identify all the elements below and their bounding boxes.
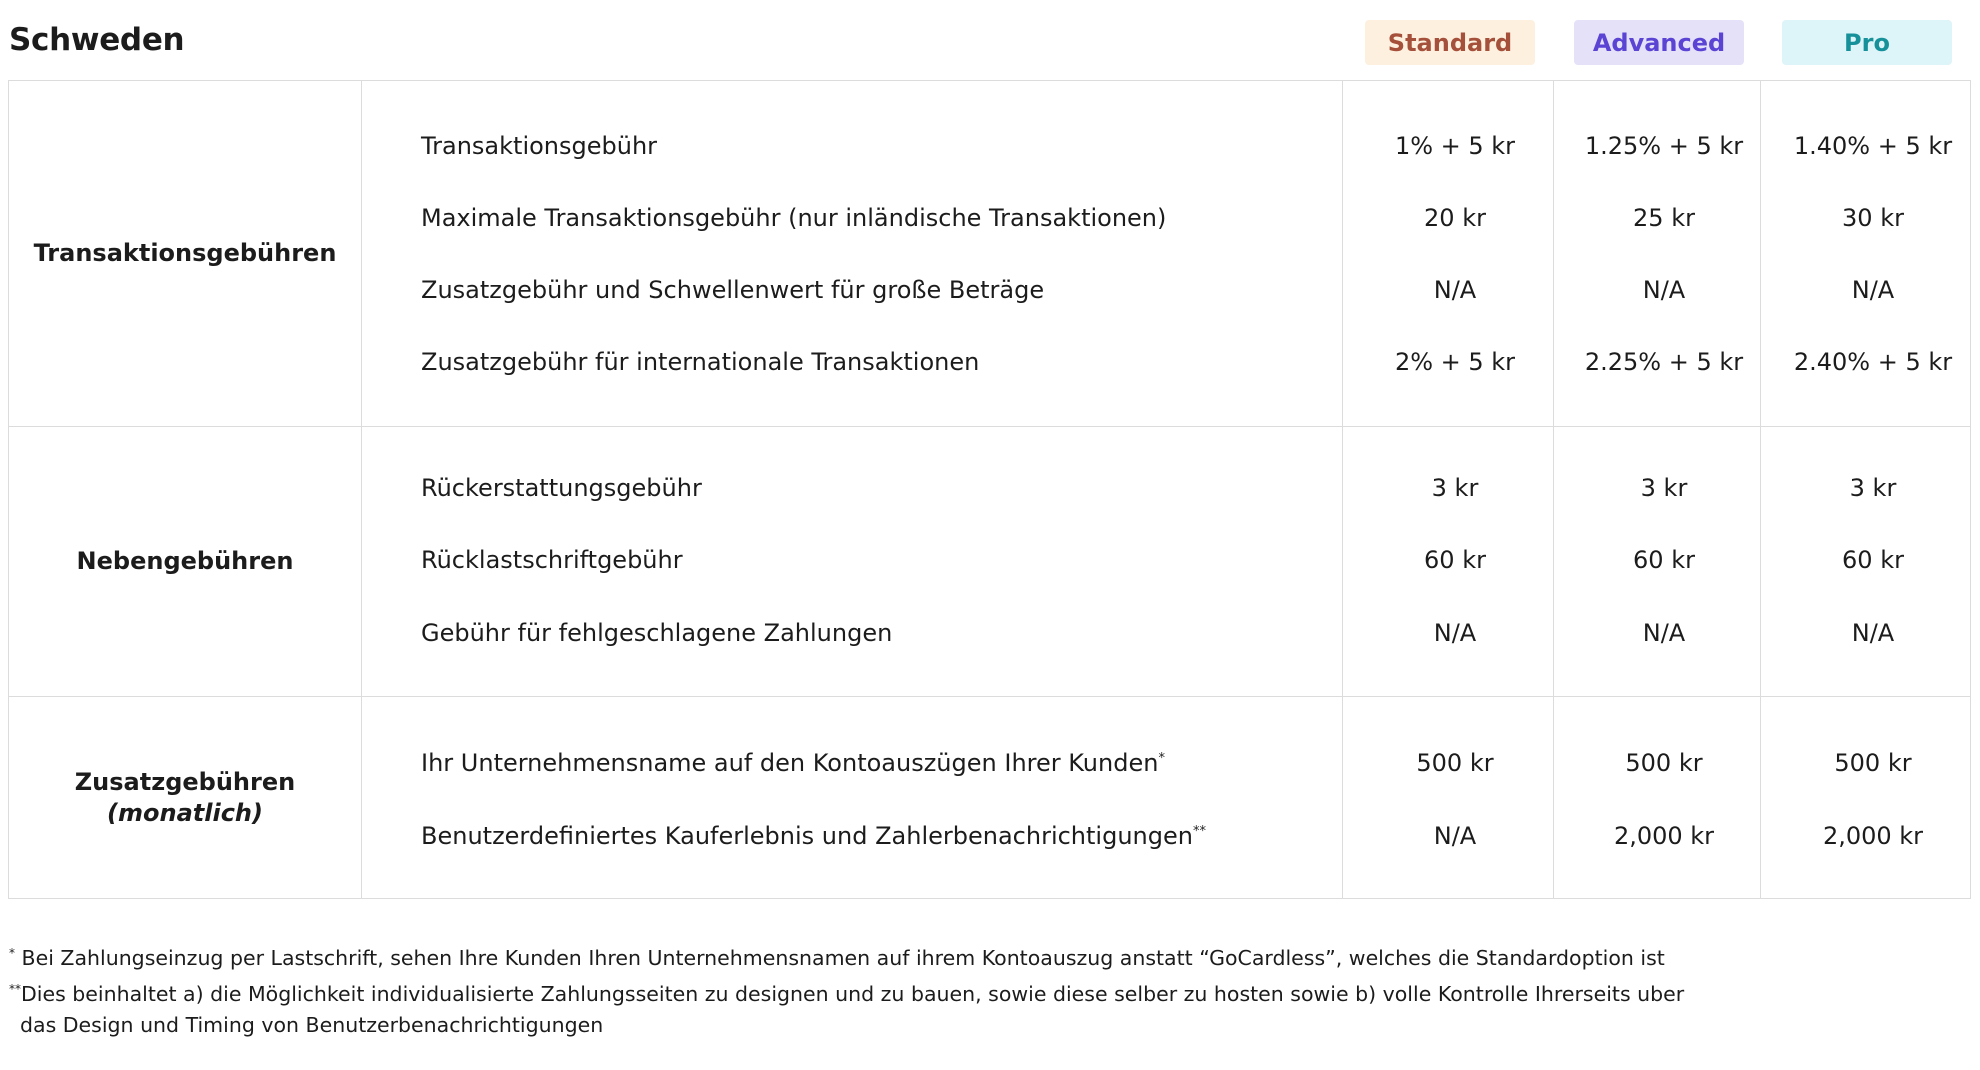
value-standard: 1% + 5 kr (1394, 132, 1516, 160)
pricing-table (8, 80, 1971, 899)
value-standard: 2% + 5 kr (1394, 348, 1516, 376)
value-advanced: 2,000 kr (1613, 822, 1715, 850)
section-subtitle: (monatlich) (107, 799, 263, 827)
value-pro: N/A (1851, 619, 1895, 647)
value-standard: 20 kr (1424, 204, 1486, 232)
value-advanced: 1.25% + 5 kr (1584, 132, 1744, 160)
value-standard: N/A (1433, 276, 1477, 304)
footnote: * Bei Zahlungseinzug per Lastschrift, sehen Ihre Kunden Ihren Unternehmensnamen auf ihrem Kontoauszug anstatt “GoCardless”, welches die Standardoption ist (9, 946, 1665, 970)
footnotes (9, 938, 1909, 1041)
value-pro: 30 kr (1842, 204, 1904, 232)
row-label: Transaktionsgebühr (421, 132, 658, 160)
value-pro: 2.40% + 5 kr (1793, 348, 1953, 376)
value-advanced: 60 kr (1633, 546, 1695, 574)
row-label: Ihr Unternehmensname auf den Kontoauszügen Ihrer Kunden* (421, 749, 1165, 777)
row-label: Rückerstattungsgebühr (421, 474, 702, 502)
footnote: **Dies beinhaltet a) die Möglichkeit individualisierte Zahlungsseiten zu designen und zu bauen, sowie diese selber zu hosten sowie b) volle Kontrolle Ihrerseits uber (9, 982, 1685, 1006)
value-standard: N/A (1433, 822, 1477, 850)
value-pro: N/A (1851, 276, 1895, 304)
country-title: Schweden (9, 22, 185, 58)
row-label: Maximale Transaktionsgebühr (nur inländische Transaktionen) (421, 204, 1167, 232)
plan-badge-standard: Standard (1365, 20, 1535, 65)
footnote-mark: ** (9, 982, 21, 996)
section-title: Nebengebühren (76, 546, 294, 575)
section-title-additional-fees (9, 696, 361, 900)
row-label: Zusatzgebühr und Schwellenwert für große Beträge (421, 276, 1045, 304)
plan-badge-pro: Pro (1782, 20, 1952, 65)
row-label: Rücklastschriftgebühr (421, 546, 683, 574)
footnote-mark: * (9, 946, 15, 960)
column-divider (361, 81, 362, 898)
section-title: Zusatzgebühren (74, 768, 296, 796)
value-pro: 500 kr (1834, 749, 1912, 777)
value-advanced: 2.25% + 5 kr (1584, 348, 1744, 376)
value-advanced: 3 kr (1640, 474, 1688, 502)
footnote-continuation: das Design und Timing von Benutzerbenachrichtigungen (20, 1013, 604, 1037)
value-standard: 500 kr (1416, 749, 1494, 777)
value-pro: 2,000 kr (1822, 822, 1924, 850)
value-pro: 60 kr (1842, 546, 1904, 574)
section-title-ancillary-fees (9, 426, 361, 696)
plan-badge-advanced: Advanced (1574, 20, 1744, 65)
footnote-mark: * (1158, 751, 1165, 766)
row-label: Gebühr für fehlgeschlagene Zahlungen (421, 619, 893, 647)
value-advanced: 500 kr (1625, 749, 1703, 777)
row-label: Benutzerdefiniertes Kauferlebnis und Zahlerbenachrichtigungen** (421, 822, 1206, 850)
section-title: Transaktionsgebühren (33, 239, 337, 267)
value-pro: 3 kr (1849, 474, 1897, 502)
value-advanced: N/A (1642, 276, 1686, 304)
section-title-transaction-fees (9, 81, 361, 426)
value-advanced: 25 kr (1633, 204, 1695, 232)
value-standard: 60 kr (1424, 546, 1486, 574)
footnote-mark: ** (1192, 824, 1206, 839)
column-divider (1342, 81, 1343, 898)
value-standard: 3 kr (1431, 474, 1479, 502)
value-standard: N/A (1433, 619, 1477, 647)
value-pro: 1.40% + 5 kr (1793, 132, 1953, 160)
value-advanced: N/A (1642, 619, 1686, 647)
row-label: Zusatzgebühr für internationale Transaktionen (421, 348, 980, 376)
